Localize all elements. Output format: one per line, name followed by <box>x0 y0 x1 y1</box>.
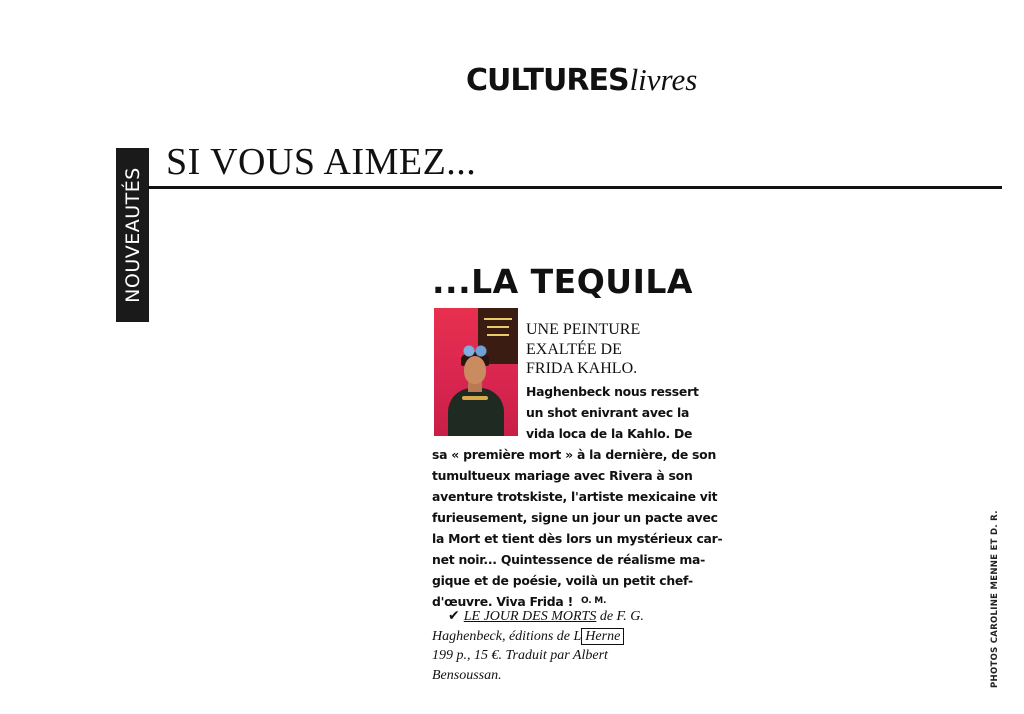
header-section-name: CULTURES <box>466 63 629 98</box>
body-line: aventure trotskiste, l'artiste mexicaine vit <box>432 489 718 504</box>
body-line: un shot enivrant avec la <box>526 405 690 420</box>
credits-author-start: de F. G. <box>596 609 644 624</box>
lead-line: EXALTÉE DE <box>526 340 622 358</box>
checkmark-icon: ✔ <box>448 608 460 624</box>
cover-figure-face <box>464 356 486 384</box>
body-line: sa « première mort » à la dernière, de son <box>432 447 717 462</box>
body-line: Haghenbeck nous ressert <box>526 384 699 399</box>
article-title: ...LA TEQUILA <box>432 262 693 301</box>
body-line: net noir... Quintessence de réalisme ma- <box>432 552 705 567</box>
cover-necklace <box>462 396 488 400</box>
magazine-header <box>466 62 697 102</box>
section-title: SI VOUS AIMEZ... <box>166 141 477 183</box>
article-body-wide <box>432 444 723 612</box>
credits-line <box>432 607 644 627</box>
body-line: vida loca de la Kahlo. De <box>526 426 693 441</box>
credits-line: Bensoussan. <box>432 667 502 683</box>
article-body-narrow <box>526 381 698 444</box>
section-divider <box>148 186 1002 189</box>
lead-line: FRIDA KAHLO. <box>526 360 638 377</box>
header-subsection-name: livres <box>629 62 698 97</box>
side-tab-nouveautes <box>116 148 149 322</box>
body-line: gique et de poésie, voilà un petit chef- <box>432 573 693 588</box>
publisher-name-boxed: Herne <box>581 628 624 645</box>
author-initials: O. M. <box>581 596 607 606</box>
photo-credit: PHOTOS CAROLINE MENNE ET D. R. <box>990 510 1000 688</box>
book-title: LE JOUR DES MORTS <box>463 609 597 624</box>
credits-line <box>432 627 644 647</box>
side-tab-label: NOUVEAUTÉS <box>121 167 144 303</box>
body-line: furieusement, signe un jour un pacte avec <box>432 510 718 525</box>
lead-line: UNE PEINTURE <box>526 321 641 338</box>
book-cover-image <box>434 308 518 436</box>
body-line: d'œuvre. Viva Frida ! <box>432 594 573 609</box>
cover-flower-crown <box>460 344 490 358</box>
body-line: tumultueux mariage avec Rivera à son <box>432 468 693 483</box>
body-line: la Mort et tient dès lors un mystérieux car- <box>432 531 723 546</box>
book-credits <box>432 607 644 685</box>
credits-publisher: Haghenbeck, éditions de L <box>432 628 582 644</box>
article-lead <box>526 320 640 379</box>
credits-line: 199 p., 15 €. Traduit par Albert <box>432 648 608 663</box>
